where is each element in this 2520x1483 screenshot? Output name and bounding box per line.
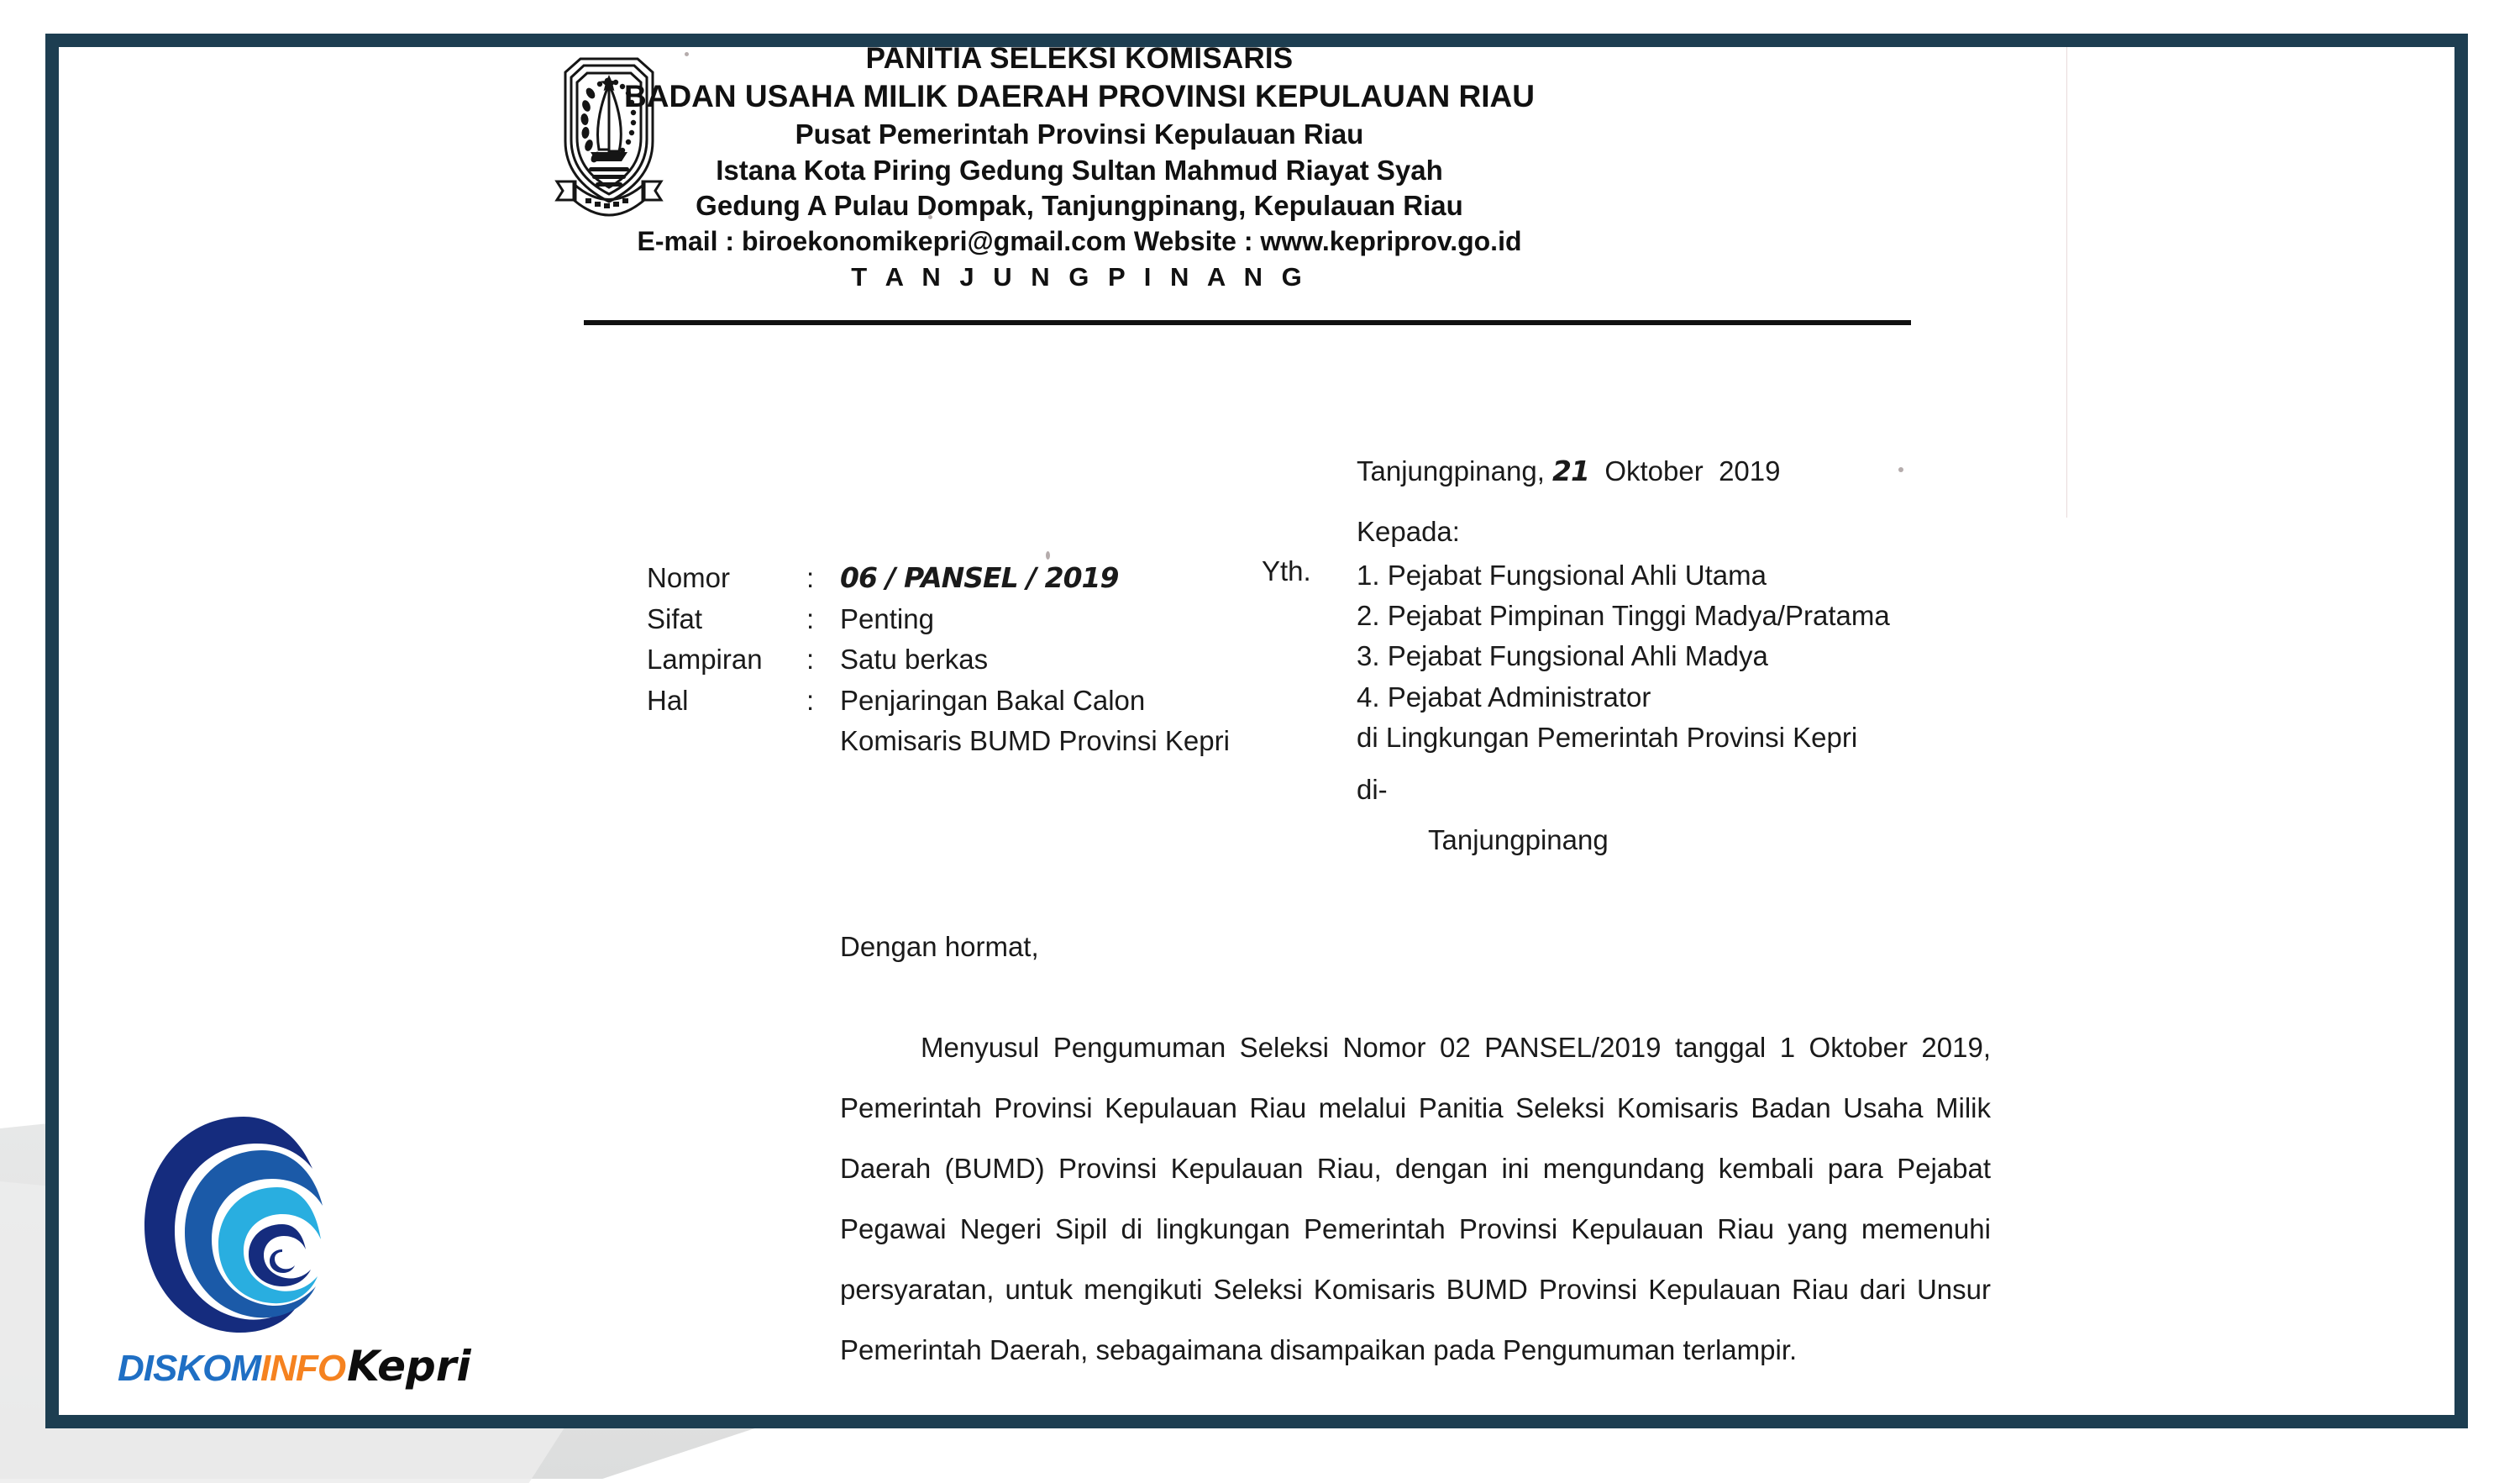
letterhead-line-4: Istana Kota Piring Gedung Sultan Mahmud Riayat Syah (716, 154, 1443, 186)
meta-value-sifat: Penting (840, 602, 934, 634)
meta-colon-nomor: : (806, 562, 815, 593)
letterhead-contact-line: E-mail : biroekonomikepri@gmail.com Website : www.kepriprov.go.id (637, 226, 1522, 257)
list-item: 1. Pejabat Fungsional Ahli Utama (1357, 560, 1767, 591)
list-item: 4. Pejabat Administrator (1357, 681, 1651, 713)
diskominfo-kepri-wordmark (118, 1342, 471, 1391)
letterhead-line-5: Gedung A Pulau Dompak, Tanjungpinang, Kepulauan Riau (696, 190, 1463, 222)
meta-label-nomor: Nomor (647, 562, 731, 593)
meta-colon-lampiran: : (806, 644, 815, 675)
letter-salutation: Dengan hormat, (840, 931, 1039, 962)
meta-value-hal: Penjaringan Bakal Calon (840, 684, 1146, 716)
meta-value-lampiran: Satu berkas (840, 644, 989, 675)
meta-label-hal: Hal (647, 684, 689, 716)
date-year: 2019 (1719, 455, 1781, 486)
letterhead-line-3: Pusat Pemerintah Provinsi Kepulauan Riau (795, 118, 1364, 150)
wordmark-kepri: Kepri (347, 1342, 471, 1391)
meta-value-nomor: 06 / PANSEL / 2019 (840, 561, 1119, 594)
list-item: 3. Pejabat Fungsional Ahli Madya (1357, 640, 1768, 672)
meta-label-lampiran: Lampiran (647, 644, 763, 675)
recipient-di-label: di- (1357, 774, 1388, 805)
diskominfo-wave-spiral-icon (134, 1113, 353, 1336)
letterhead-line-2: BADAN USAHA MILIK DAERAH PROVINSI KEPULAUAN RIAU (624, 79, 1535, 114)
date-city: Tanjungpinang, (1357, 455, 1545, 486)
recipient-scope: di Lingkungan Pemerintah Provinsi Kepri (1357, 721, 1858, 753)
meta-colon-sifat: : (806, 602, 815, 634)
list-item: 2. Pejabat Pimpinan Tinggi Madya/Pratama (1357, 600, 1890, 632)
wordmark-diskom: DISKOM (118, 1348, 260, 1389)
date-day-handwritten: 21 (1552, 455, 1589, 487)
meta-label-sifat: Sifat (647, 602, 703, 634)
letterhead-line-1: PANITIA SELEKSI KOMISARIS (865, 47, 1294, 75)
wordmark-info: INFO (260, 1348, 346, 1389)
meta-value-hal-continuation: Komisaris BUMD Provinsi Kepri (840, 725, 1230, 756)
diskominfo-kepri-watermark (118, 1113, 479, 1433)
recipient-yth-label: Yth. (1262, 555, 1311, 586)
letter-body-paragraph: Menyusul Pengumuman Seleksi Nomor 02 PANSEL/2019 tanggal 1 Oktober 2019, Pemerintah Provinsi Kepulauan Riau melalui Panitia Seleksi Komisaris Badan Usaha Milik Daerah (BUMD) Provinsi Kepulauan Riau, dengan ini mengundang kembali para Pejabat Pegawai Negeri Sipil di lingkungan Pemerintah Provinsi Kepulauan Riau yang memenuhi persyaratan, untuk mengikuti Seleksi Komisaris BUMD Provinsi Kepulauan Riau dari Unsur Pemerintah Daerah, sebagaimana disampaikan pada Pengumuman terlampir. (840, 1032, 1991, 1365)
letterhead-city: T A N J U N G P I N A N G (851, 261, 1308, 292)
recipient-di-city: Tanjungpinang (1428, 824, 1609, 855)
date-month: Oktober (1604, 455, 1704, 486)
meta-colon-hal: : (806, 684, 815, 716)
recipient-kepada-label: Kepada: (1357, 516, 1460, 547)
